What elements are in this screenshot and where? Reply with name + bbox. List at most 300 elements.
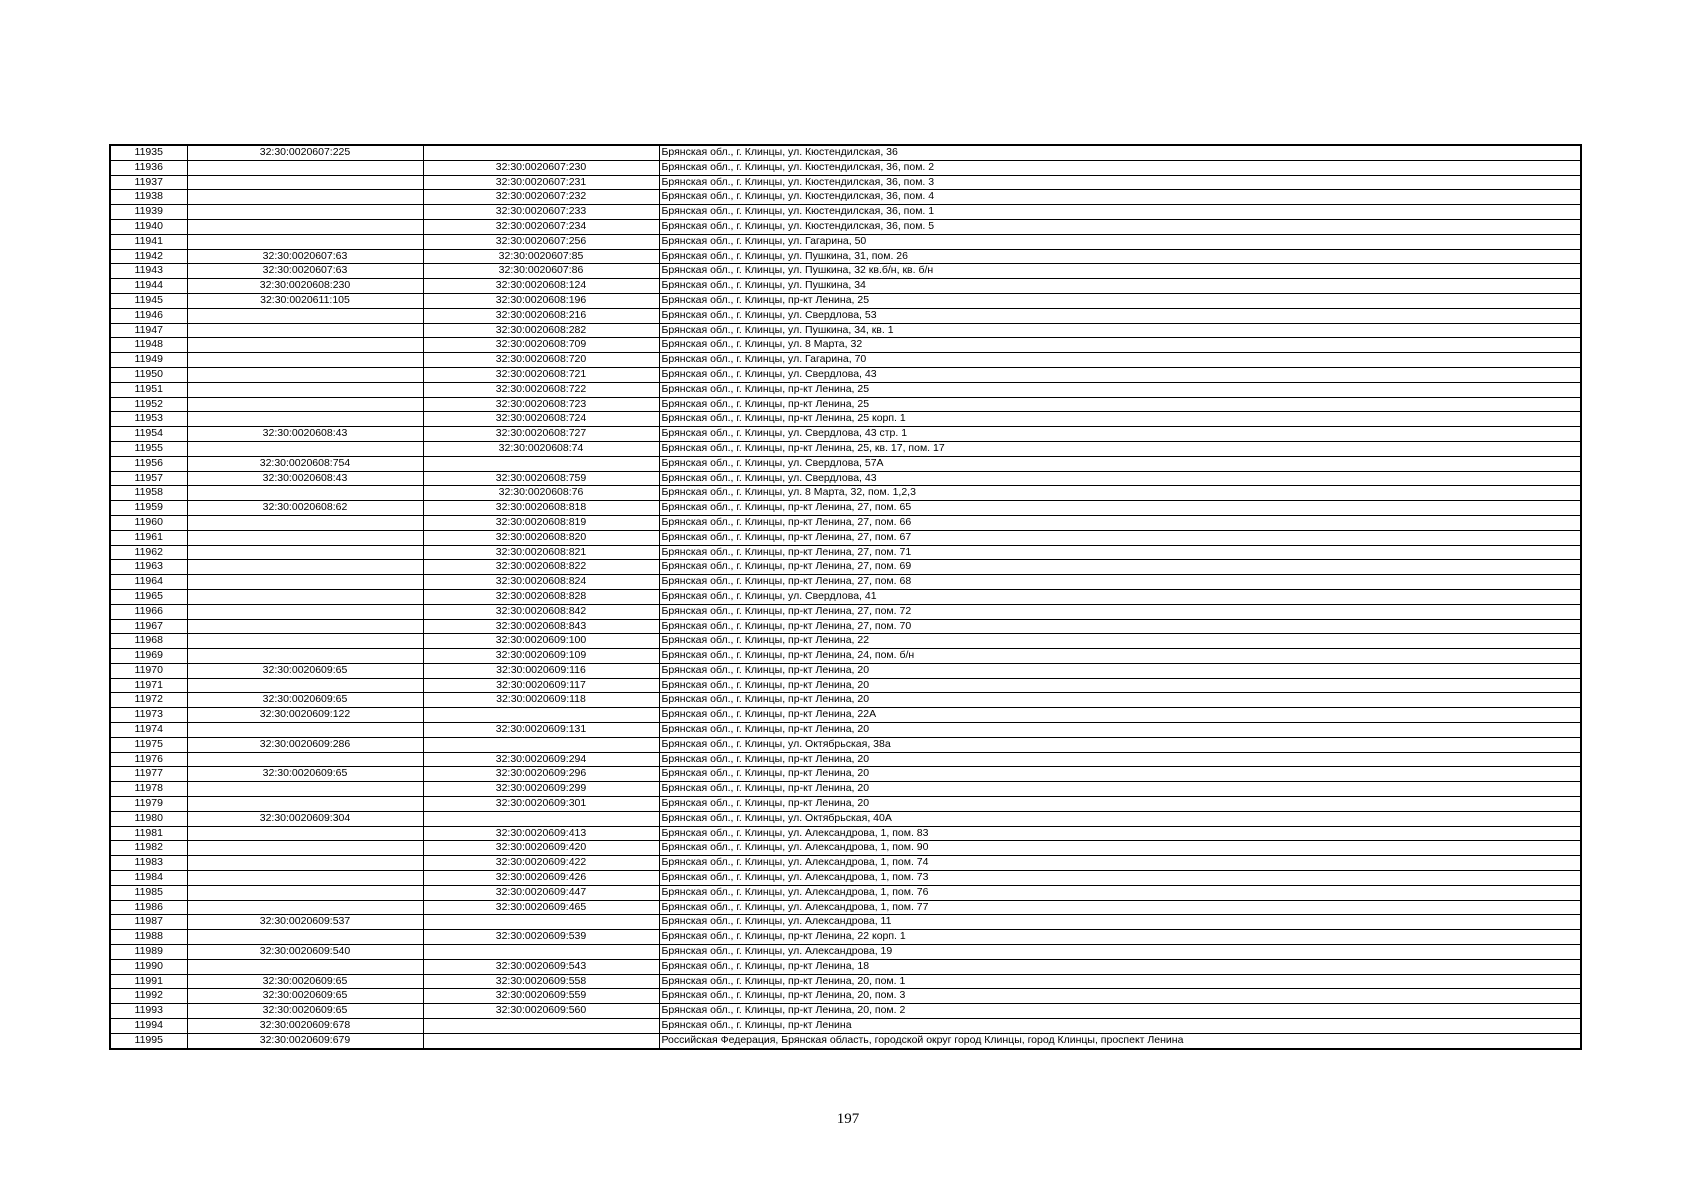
table-row: [110, 293, 1581, 308]
address-cell: Брянская обл., г. Клинцы, ул. Кюстендилская, 36, пом. 5: [659, 219, 1581, 234]
child-cadastral-cell: 32:30:0020607:234: [423, 219, 659, 234]
parent-cadastral-cell: [187, 752, 423, 767]
row-number-cell: 11956: [110, 456, 187, 471]
parent-cadastral-cell: 32:30:0020609:286: [187, 737, 423, 752]
address-cell: Брянская обл., г. Клинцы, пр-кт Ленина, 27, пом. 65: [659, 501, 1581, 516]
parent-cadastral-cell: [187, 797, 423, 812]
row-number-cell: 11993: [110, 1004, 187, 1019]
parent-cadastral-cell: [187, 723, 423, 738]
parent-cadastral-cell: 32:30:0020609:65: [187, 663, 423, 678]
row-number-cell: 11979: [110, 797, 187, 812]
row-number-cell: 11984: [110, 871, 187, 886]
parent-cadastral-cell: [187, 323, 423, 338]
row-number-cell: 11977: [110, 767, 187, 782]
child-cadastral-cell: 32:30:0020609:118: [423, 693, 659, 708]
row-number-cell: 11951: [110, 382, 187, 397]
registry-table-body: [110, 145, 1581, 1049]
row-number-cell: 11980: [110, 811, 187, 826]
table-row: [110, 501, 1581, 516]
child-cadastral-cell: 32:30:0020609:294: [423, 752, 659, 767]
address-cell: Брянская обл., г. Клинцы, пр-кт Ленина, 20: [659, 678, 1581, 693]
parent-cadastral-cell: 32:30:0020607:63: [187, 249, 423, 264]
table-row: [110, 412, 1581, 427]
child-cadastral-cell: [423, 945, 659, 960]
table-row: [110, 279, 1581, 294]
row-number-cell: 11939: [110, 205, 187, 220]
table-row: [110, 871, 1581, 886]
row-number-cell: 11972: [110, 693, 187, 708]
parent-cadastral-cell: [187, 604, 423, 619]
child-cadastral-cell: 32:30:0020607:86: [423, 264, 659, 279]
child-cadastral-cell: [423, 145, 659, 160]
address-cell: Брянская обл., г. Клинцы, ул. Октябрьская, 40А: [659, 811, 1581, 826]
address-cell: Брянская обл., г. Клинцы, пр-кт Ленина, 20: [659, 752, 1581, 767]
address-cell: Брянская обл., г. Клинцы, пр-кт Ленина, 27, пом. 69: [659, 560, 1581, 575]
table-row: [110, 1019, 1581, 1034]
registry-table: [109, 144, 1582, 1050]
table-row: [110, 723, 1581, 738]
row-number-cell: 11955: [110, 441, 187, 456]
address-cell: Брянская обл., г. Клинцы, пр-кт Ленина, 18: [659, 959, 1581, 974]
table-row: [110, 353, 1581, 368]
address-cell: Брянская обл., г. Клинцы, ул. Кюстендилская, 36, пом. 3: [659, 175, 1581, 190]
child-cadastral-cell: 32:30:0020608:820: [423, 530, 659, 545]
row-number-cell: 11991: [110, 974, 187, 989]
address-cell: Брянская обл., г. Клинцы, ул. Октябрьская, 38а: [659, 737, 1581, 752]
table-row: [110, 974, 1581, 989]
table-row: [110, 693, 1581, 708]
address-cell: Брянская обл., г. Клинцы, пр-кт Ленина, 20: [659, 767, 1581, 782]
row-number-cell: 11975: [110, 737, 187, 752]
table-row: [110, 752, 1581, 767]
parent-cadastral-cell: [187, 219, 423, 234]
child-cadastral-cell: 32:30:0020608:282: [423, 323, 659, 338]
child-cadastral-cell: 32:30:0020609:422: [423, 856, 659, 871]
row-number-cell: 11973: [110, 708, 187, 723]
table-row: [110, 530, 1581, 545]
row-number-cell: 11970: [110, 663, 187, 678]
table-row: [110, 959, 1581, 974]
parent-cadastral-cell: [187, 589, 423, 604]
table-row: [110, 323, 1581, 338]
row-number-cell: 11953: [110, 412, 187, 427]
table-row: [110, 589, 1581, 604]
row-number-cell: 11985: [110, 885, 187, 900]
address-cell: Брянская обл., г. Клинцы, ул. Александрова, 1, пом. 73: [659, 871, 1581, 886]
parent-cadastral-cell: [187, 900, 423, 915]
parent-cadastral-cell: 32:30:0020608:62: [187, 501, 423, 516]
address-cell: Брянская обл., г. Клинцы, пр-кт Ленина, 25: [659, 382, 1581, 397]
child-cadastral-cell: 32:30:0020609:539: [423, 930, 659, 945]
row-number-cell: 11982: [110, 841, 187, 856]
row-number-cell: 11989: [110, 945, 187, 960]
child-cadastral-cell: 32:30:0020609:299: [423, 782, 659, 797]
table-row: [110, 308, 1581, 323]
address-cell: Брянская обл., г. Клинцы, ул. 8 Марта, 32, пом. 1,2,3: [659, 486, 1581, 501]
table-row: [110, 145, 1581, 160]
child-cadastral-cell: 32:30:0020608:74: [423, 441, 659, 456]
parent-cadastral-cell: 32:30:0020607:225: [187, 145, 423, 160]
child-cadastral-cell: 32:30:0020608:818: [423, 501, 659, 516]
parent-cadastral-cell: [187, 353, 423, 368]
child-cadastral-cell: 32:30:0020608:196: [423, 293, 659, 308]
address-cell: Брянская обл., г. Клинцы, пр-кт Ленина, 22А: [659, 708, 1581, 723]
child-cadastral-cell: 32:30:0020609:301: [423, 797, 659, 812]
table-row: [110, 249, 1581, 264]
child-cadastral-cell: 32:30:0020607:231: [423, 175, 659, 190]
row-number-cell: 11943: [110, 264, 187, 279]
parent-cadastral-cell: [187, 234, 423, 249]
table-row: [110, 737, 1581, 752]
address-cell: Брянская обл., г. Клинцы, ул. Александрова, 11: [659, 915, 1581, 930]
address-cell: Брянская обл., г. Клинцы, ул. Александрова, 19: [659, 945, 1581, 960]
address-cell: Брянская обл., г. Клинцы, пр-кт Ленина, 20: [659, 782, 1581, 797]
table-row: [110, 234, 1581, 249]
row-number-cell: 11957: [110, 471, 187, 486]
address-cell: Брянская обл., г. Клинцы, ул. Кюстендилская, 36: [659, 145, 1581, 160]
table-row: [110, 397, 1581, 412]
row-number-cell: 11990: [110, 959, 187, 974]
row-number-cell: 11965: [110, 589, 187, 604]
table-row: [110, 471, 1581, 486]
table-row: [110, 708, 1581, 723]
address-cell: Брянская обл., г. Клинцы, пр-кт Ленина, 24, пом. б/н: [659, 649, 1581, 664]
row-number-cell: 11935: [110, 145, 187, 160]
parent-cadastral-cell: [187, 338, 423, 353]
parent-cadastral-cell: [187, 205, 423, 220]
child-cadastral-cell: 32:30:0020608:759: [423, 471, 659, 486]
child-cadastral-cell: 32:30:0020607:232: [423, 190, 659, 205]
row-number-cell: 11945: [110, 293, 187, 308]
parent-cadastral-cell: [187, 560, 423, 575]
child-cadastral-cell: 32:30:0020608:76: [423, 486, 659, 501]
parent-cadastral-cell: 32:30:0020609:65: [187, 767, 423, 782]
row-number-cell: 11941: [110, 234, 187, 249]
child-cadastral-cell: 32:30:0020609:100: [423, 634, 659, 649]
row-number-cell: 11938: [110, 190, 187, 205]
parent-cadastral-cell: [187, 367, 423, 382]
address-cell: Брянская обл., г. Клинцы, пр-кт Ленина, 20: [659, 693, 1581, 708]
row-number-cell: 11948: [110, 338, 187, 353]
table-row: [110, 663, 1581, 678]
row-number-cell: 11944: [110, 279, 187, 294]
table-row: [110, 797, 1581, 812]
parent-cadastral-cell: [187, 826, 423, 841]
row-number-cell: 11971: [110, 678, 187, 693]
address-cell: Брянская обл., г. Клинцы, пр-кт Ленина, 20, пом. 1: [659, 974, 1581, 989]
parent-cadastral-cell: 32:30:0020609:540: [187, 945, 423, 960]
address-cell: Российская Федерация, Брянская область, городской округ город Клинцы, город Клинцы, проспект Ленина: [659, 1033, 1581, 1048]
table-row: [110, 486, 1581, 501]
parent-cadastral-cell: [187, 575, 423, 590]
row-number-cell: 11974: [110, 723, 187, 738]
address-cell: Брянская обл., г. Клинцы, ул. Пушкина, 34: [659, 279, 1581, 294]
address-cell: Брянская обл., г. Клинцы, пр-кт Ленина, 27, пом. 68: [659, 575, 1581, 590]
child-cadastral-cell: [423, 811, 659, 826]
row-number-cell: 11946: [110, 308, 187, 323]
address-cell: Брянская обл., г. Клинцы, ул. Гагарина, 50: [659, 234, 1581, 249]
child-cadastral-cell: 32:30:0020609:447: [423, 885, 659, 900]
table-row: [110, 604, 1581, 619]
row-number-cell: 11947: [110, 323, 187, 338]
parent-cadastral-cell: [187, 678, 423, 693]
row-number-cell: 11969: [110, 649, 187, 664]
parent-cadastral-cell: [187, 175, 423, 190]
table-row: [110, 634, 1581, 649]
table-row: [110, 264, 1581, 279]
parent-cadastral-cell: [187, 530, 423, 545]
row-number-cell: 11966: [110, 604, 187, 619]
address-cell: Брянская обл., г. Клинцы, ул. Александрова, 1, пом. 74: [659, 856, 1581, 871]
parent-cadastral-cell: 32:30:0020609:65: [187, 989, 423, 1004]
address-cell: Брянская обл., г. Клинцы, ул. Пушкина, 32 кв.б/н, кв. б/н: [659, 264, 1581, 279]
parent-cadastral-cell: 32:30:0020611:105: [187, 293, 423, 308]
address-cell: Брянская обл., г. Клинцы, пр-кт Ленина, 27, пом. 70: [659, 619, 1581, 634]
table-row: [110, 619, 1581, 634]
child-cadastral-cell: 32:30:0020608:819: [423, 515, 659, 530]
child-cadastral-cell: 32:30:0020609:117: [423, 678, 659, 693]
row-number-cell: 11963: [110, 560, 187, 575]
row-number-cell: 11949: [110, 353, 187, 368]
child-cadastral-cell: 32:30:0020608:828: [423, 589, 659, 604]
address-cell: Брянская обл., г. Клинцы, пр-кт Ленина, 27, пом. 66: [659, 515, 1581, 530]
table-row: [110, 841, 1581, 856]
address-cell: Брянская обл., г. Клинцы, ул. 8 Марта, 32: [659, 338, 1581, 353]
row-number-cell: 11988: [110, 930, 187, 945]
child-cadastral-cell: 32:30:0020608:721: [423, 367, 659, 382]
parent-cadastral-cell: [187, 649, 423, 664]
table-row: [110, 367, 1581, 382]
parent-cadastral-cell: [187, 382, 423, 397]
parent-cadastral-cell: 32:30:0020607:63: [187, 264, 423, 279]
child-cadastral-cell: 32:30:0020609:131: [423, 723, 659, 738]
child-cadastral-cell: 32:30:0020608:124: [423, 279, 659, 294]
child-cadastral-cell: 32:30:0020608:821: [423, 545, 659, 560]
parent-cadastral-cell: 32:30:0020608:43: [187, 471, 423, 486]
parent-cadastral-cell: 32:30:0020608:754: [187, 456, 423, 471]
row-number-cell: 11983: [110, 856, 187, 871]
child-cadastral-cell: 32:30:0020609:426: [423, 871, 659, 886]
table-row: [110, 930, 1581, 945]
child-cadastral-cell: 32:30:0020609:560: [423, 1004, 659, 1019]
table-row: [110, 190, 1581, 205]
parent-cadastral-cell: [187, 782, 423, 797]
address-cell: Брянская обл., г. Клинцы, ул. Кюстендилская, 36, пом. 2: [659, 160, 1581, 175]
address-cell: Брянская обл., г. Клинцы, пр-кт Ленина, 25, кв. 17, пом. 17: [659, 441, 1581, 456]
child-cadastral-cell: 32:30:0020608:822: [423, 560, 659, 575]
parent-cadastral-cell: 32:30:0020608:230: [187, 279, 423, 294]
table-row: [110, 811, 1581, 826]
address-cell: Брянская обл., г. Клинцы, пр-кт Ленина, 20, пом. 3: [659, 989, 1581, 1004]
child-cadastral-cell: 32:30:0020608:824: [423, 575, 659, 590]
row-number-cell: 11959: [110, 501, 187, 516]
row-number-cell: 11968: [110, 634, 187, 649]
child-cadastral-cell: [423, 737, 659, 752]
child-cadastral-cell: 32:30:0020608:723: [423, 397, 659, 412]
address-cell: Брянская обл., г. Клинцы, ул. Свердлова, 43: [659, 367, 1581, 382]
address-cell: Брянская обл., г. Клинцы, ул. Александрова, 1, пом. 76: [659, 885, 1581, 900]
table-row: [110, 338, 1581, 353]
table-row: [110, 678, 1581, 693]
address-cell: Брянская обл., г. Клинцы, ул. Свердлова, 57А: [659, 456, 1581, 471]
parent-cadastral-cell: 32:30:0020609:537: [187, 915, 423, 930]
child-cadastral-cell: 32:30:0020609:558: [423, 974, 659, 989]
parent-cadastral-cell: [187, 412, 423, 427]
address-cell: Брянская обл., г. Клинцы, пр-кт Ленина, 20: [659, 797, 1581, 812]
address-cell: Брянская обл., г. Клинцы, ул. Свердлова, 43 стр. 1: [659, 427, 1581, 442]
child-cadastral-cell: [423, 708, 659, 723]
table-row: [110, 382, 1581, 397]
child-cadastral-cell: 32:30:0020609:420: [423, 841, 659, 856]
row-number-cell: 11967: [110, 619, 187, 634]
row-number-cell: 11936: [110, 160, 187, 175]
row-number-cell: 11995: [110, 1033, 187, 1048]
table-row: [110, 826, 1581, 841]
parent-cadastral-cell: [187, 871, 423, 886]
parent-cadastral-cell: 32:30:0020609:65: [187, 1004, 423, 1019]
row-number-cell: 11950: [110, 367, 187, 382]
parent-cadastral-cell: 32:30:0020608:43: [187, 427, 423, 442]
page-number: 197: [836, 1111, 860, 1127]
row-number-cell: 11978: [110, 782, 187, 797]
row-number-cell: 11937: [110, 175, 187, 190]
parent-cadastral-cell: [187, 959, 423, 974]
table-row: [110, 175, 1581, 190]
address-cell: Брянская обл., г. Клинцы, ул. Александрова, 1, пом. 77: [659, 900, 1581, 915]
parent-cadastral-cell: [187, 397, 423, 412]
parent-cadastral-cell: [187, 515, 423, 530]
parent-cadastral-cell: [187, 634, 423, 649]
child-cadastral-cell: 32:30:0020607:85: [423, 249, 659, 264]
child-cadastral-cell: 32:30:0020608:216: [423, 308, 659, 323]
table-row: [110, 945, 1581, 960]
parent-cadastral-cell: [187, 841, 423, 856]
row-number-cell: 11952: [110, 397, 187, 412]
child-cadastral-cell: 32:30:0020607:256: [423, 234, 659, 249]
parent-cadastral-cell: [187, 545, 423, 560]
table-row: [110, 515, 1581, 530]
child-cadastral-cell: 32:30:0020609:296: [423, 767, 659, 782]
row-number-cell: 11954: [110, 427, 187, 442]
address-cell: Брянская обл., г. Клинцы, ул. Свердлова, 53: [659, 308, 1581, 323]
table-row: [110, 219, 1581, 234]
table-row: [110, 767, 1581, 782]
table-row: [110, 900, 1581, 915]
parent-cadastral-cell: [187, 885, 423, 900]
parent-cadastral-cell: 32:30:0020609:679: [187, 1033, 423, 1048]
child-cadastral-cell: 32:30:0020609:413: [423, 826, 659, 841]
row-number-cell: 11962: [110, 545, 187, 560]
row-number-cell: 11940: [110, 219, 187, 234]
address-cell: Брянская обл., г. Клинцы, ул. Гагарина, 70: [659, 353, 1581, 368]
address-cell: Брянская обл., г. Клинцы, пр-кт Ленина, 25 корп. 1: [659, 412, 1581, 427]
child-cadastral-cell: 32:30:0020608:709: [423, 338, 659, 353]
parent-cadastral-cell: [187, 856, 423, 871]
parent-cadastral-cell: [187, 619, 423, 634]
table-row: [110, 575, 1581, 590]
child-cadastral-cell: [423, 456, 659, 471]
address-cell: Брянская обл., г. Клинцы, ул. Кюстендилская, 36, пом. 1: [659, 205, 1581, 220]
table-row: [110, 427, 1581, 442]
address-cell: Брянская обл., г. Клинцы, пр-кт Ленина, 27, пом. 71: [659, 545, 1581, 560]
table-row: [110, 649, 1581, 664]
parent-cadastral-cell: [187, 441, 423, 456]
address-cell: Брянская обл., г. Клинцы, пр-кт Ленина, 25: [659, 293, 1581, 308]
address-cell: Брянская обл., г. Клинцы, ул. Свердлова, 41: [659, 589, 1581, 604]
child-cadastral-cell: 32:30:0020609:109: [423, 649, 659, 664]
child-cadastral-cell: 32:30:0020609:559: [423, 989, 659, 1004]
child-cadastral-cell: 32:30:0020609:543: [423, 959, 659, 974]
parent-cadastral-cell: [187, 486, 423, 501]
child-cadastral-cell: 32:30:0020609:116: [423, 663, 659, 678]
address-cell: Брянская обл., г. Клинцы, пр-кт Ленина, 27, пом. 72: [659, 604, 1581, 619]
row-number-cell: 11960: [110, 515, 187, 530]
child-cadastral-cell: 32:30:0020608:843: [423, 619, 659, 634]
address-cell: Брянская обл., г. Клинцы, пр-кт Ленина, 20: [659, 663, 1581, 678]
child-cadastral-cell: 32:30:0020609:465: [423, 900, 659, 915]
address-cell: Брянская обл., г. Клинцы, ул. Пушкина, 34, кв. 1: [659, 323, 1581, 338]
address-cell: Брянская обл., г. Клинцы, пр-кт Ленина, 20: [659, 723, 1581, 738]
table-row: [110, 856, 1581, 871]
parent-cadastral-cell: 32:30:0020609:122: [187, 708, 423, 723]
row-number-cell: 11976: [110, 752, 187, 767]
address-cell: Брянская обл., г. Клинцы, ул. Александрова, 1, пом. 90: [659, 841, 1581, 856]
table-row: [110, 160, 1581, 175]
table-row: [110, 456, 1581, 471]
row-number-cell: 11987: [110, 915, 187, 930]
address-cell: Брянская обл., г. Клинцы, ул. Кюстендилская, 36, пом. 4: [659, 190, 1581, 205]
table-row: [110, 441, 1581, 456]
parent-cadastral-cell: [187, 308, 423, 323]
row-number-cell: 11981: [110, 826, 187, 841]
row-number-cell: 11958: [110, 486, 187, 501]
child-cadastral-cell: 32:30:0020608:720: [423, 353, 659, 368]
child-cadastral-cell: [423, 915, 659, 930]
table-row: [110, 205, 1581, 220]
table-row: [110, 989, 1581, 1004]
address-cell: Брянская обл., г. Клинцы, ул. Александрова, 1, пом. 83: [659, 826, 1581, 841]
row-number-cell: 11961: [110, 530, 187, 545]
address-cell: Брянская обл., г. Клинцы, пр-кт Ленина: [659, 1019, 1581, 1034]
table-row: [110, 1033, 1581, 1048]
row-number-cell: 11994: [110, 1019, 187, 1034]
table-row: [110, 545, 1581, 560]
parent-cadastral-cell: [187, 930, 423, 945]
row-number-cell: 11992: [110, 989, 187, 1004]
table-row: [110, 1004, 1581, 1019]
parent-cadastral-cell: 32:30:0020609:304: [187, 811, 423, 826]
child-cadastral-cell: 32:30:0020608:722: [423, 382, 659, 397]
child-cadastral-cell: [423, 1019, 659, 1034]
child-cadastral-cell: [423, 1033, 659, 1048]
child-cadastral-cell: 32:30:0020608:842: [423, 604, 659, 619]
address-cell: Брянская обл., г. Клинцы, пр-кт Ленина, 22: [659, 634, 1581, 649]
address-cell: Брянская обл., г. Клинцы, пр-кт Ленина, 20, пом. 2: [659, 1004, 1581, 1019]
parent-cadastral-cell: [187, 190, 423, 205]
parent-cadastral-cell: 32:30:0020609:65: [187, 693, 423, 708]
address-cell: Брянская обл., г. Клинцы, ул. Свердлова, 43: [659, 471, 1581, 486]
parent-cadastral-cell: 32:30:0020609:65: [187, 974, 423, 989]
parent-cadastral-cell: 32:30:0020609:678: [187, 1019, 423, 1034]
address-cell: Брянская обл., г. Клинцы, пр-кт Ленина, 22 корп. 1: [659, 930, 1581, 945]
child-cadastral-cell: 32:30:0020608:724: [423, 412, 659, 427]
address-cell: Брянская обл., г. Клинцы, пр-кт Ленина, 25: [659, 397, 1581, 412]
parent-cadastral-cell: [187, 160, 423, 175]
table-row: [110, 782, 1581, 797]
table-row: [110, 915, 1581, 930]
child-cadastral-cell: 32:30:0020607:230: [423, 160, 659, 175]
child-cadastral-cell: 32:30:0020608:727: [423, 427, 659, 442]
